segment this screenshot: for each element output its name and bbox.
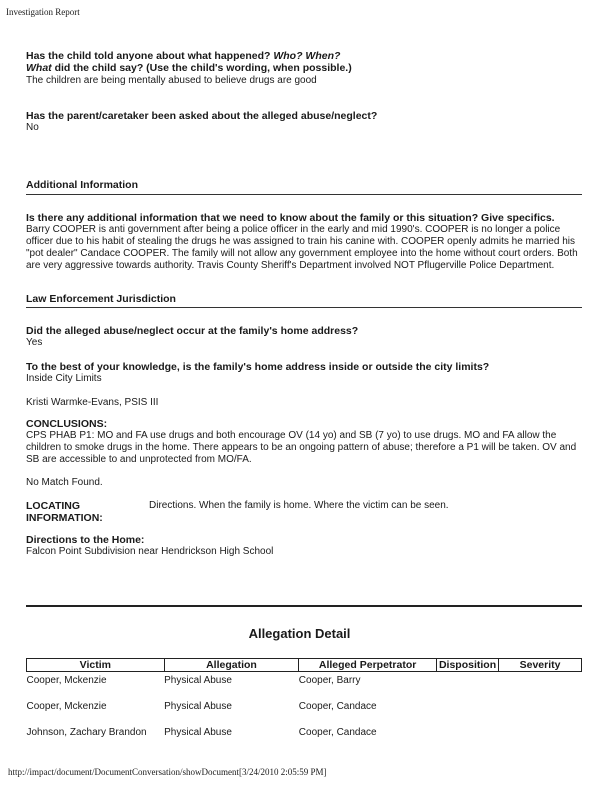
section-heading-additional: Additional Information xyxy=(26,179,138,191)
perpetrator-cell: Cooper, Barry xyxy=(298,675,361,686)
locating-label-2: INFORMATION: xyxy=(26,512,103,524)
worker-name: Kristi Warmke-Evans, PSIS III xyxy=(26,397,159,408)
question-parent-asked: Has the parent/caretaker been asked about the alleged abuse/neglect? xyxy=(26,110,378,122)
question-home-address: Did the alleged abuse/neglect occur at the family's home address? xyxy=(26,325,359,337)
column-header-severity: Severity xyxy=(499,659,582,672)
answer-city-limits: Inside City Limits xyxy=(26,373,102,384)
footer-url[interactable]: http://impact/document/DocumentConversation/showDocument[3/24/2010 2:05:59 PM] xyxy=(8,767,327,777)
severity-cell xyxy=(499,724,582,750)
question-who-when: Who? When? xyxy=(270,50,341,62)
locating-label-1: LOCATING xyxy=(26,500,81,512)
perpetrator-cell: Cooper, Candace xyxy=(298,727,377,738)
table-row xyxy=(27,698,582,724)
report-header: Investigation Report xyxy=(6,7,80,17)
allegation-header-row xyxy=(27,659,582,672)
locating-text: Directions. When the family is home. Where the victim can be seen. xyxy=(149,500,449,511)
conclusions-text: CPS PHAB P1: MO and FA use drugs and both encourage OV (14 yo) and SB (7 yo) to use drugs. MO and FA allow the children to smoke drugs in the home. There appears to be an ongoing pattern of abuse; therefore a P1 will be taken. OV and SB are accessible to and unprotected from MO/FA. xyxy=(26,430,577,465)
locating-label xyxy=(26,500,103,524)
answer-home-address: Yes xyxy=(26,337,43,348)
allegation-table xyxy=(26,658,582,750)
column-header-disposition: Disposition xyxy=(436,659,498,672)
allegation-title: Allegation Detail xyxy=(248,626,351,641)
answer-parent-asked: No xyxy=(26,122,39,133)
no-match-text: No Match Found. xyxy=(26,477,103,488)
column-header-allegation: Allegation xyxy=(164,659,299,672)
conclusions-label: CONCLUSIONS: xyxy=(26,418,108,430)
disposition-cell xyxy=(436,672,498,699)
question-additional-info: Is there any additional information that we need to know about the family or this situation? Give specifics. xyxy=(26,212,555,224)
disposition-cell xyxy=(436,698,498,724)
table-row xyxy=(27,672,582,699)
table-row xyxy=(27,724,582,750)
allegation-cell: Physical Abuse xyxy=(164,675,232,686)
directions-text: Falcon Point Subdivision near Hendrickson High School xyxy=(26,546,274,557)
severity-cell xyxy=(499,672,582,699)
column-header-victim: Victim xyxy=(27,659,165,672)
question-what: What xyxy=(26,62,52,74)
divider xyxy=(26,605,582,607)
question-city-limits: To the best of your knowledge, is the family's home address inside or outside the city limits? xyxy=(26,361,490,373)
perpetrator-cell: Cooper, Candace xyxy=(298,701,377,712)
divider xyxy=(26,194,582,195)
allegation-cell: Physical Abuse xyxy=(164,727,232,738)
victim-cell: Johnson, Zachary Brandon xyxy=(26,727,147,738)
allegation-cell: Physical Abuse xyxy=(164,701,232,712)
victim-cell: Cooper, Mckenzie xyxy=(26,701,107,712)
directions-label: Directions to the Home: xyxy=(26,534,145,546)
severity-cell xyxy=(499,698,582,724)
question-told-anyone xyxy=(26,50,586,74)
question-child-say: did the child say? (Use the child's wording, when possible.) xyxy=(51,62,352,74)
answer-additional-info: Barry COOPER is anti government after being a police officer in the early and mid 1990's. COOPER is no longer a police officer due to his habit of stealing the drugs he was assigned to train his canine with. COOPER openly admits he married his "pot dealer" Candace COOPER. The family will not allow any government employee into the home without court orders. Both are very aggressive towards authority. Travis County Sheriff's Department involved NOT Pflugerville Police Department. xyxy=(26,224,578,271)
section-heading-law: Law Enforcement Jurisdiction xyxy=(26,293,176,305)
divider xyxy=(26,307,582,308)
answer-told-anyone: The children are being mentally abused to believe drugs are good xyxy=(26,75,317,86)
disposition-cell xyxy=(436,724,498,750)
column-header-perpetrator: Alleged Perpetrator xyxy=(299,659,437,672)
question-told-anyone-label: Has the child told anyone about what happened? xyxy=(26,50,271,62)
victim-cell: Cooper, Mckenzie xyxy=(26,675,107,686)
